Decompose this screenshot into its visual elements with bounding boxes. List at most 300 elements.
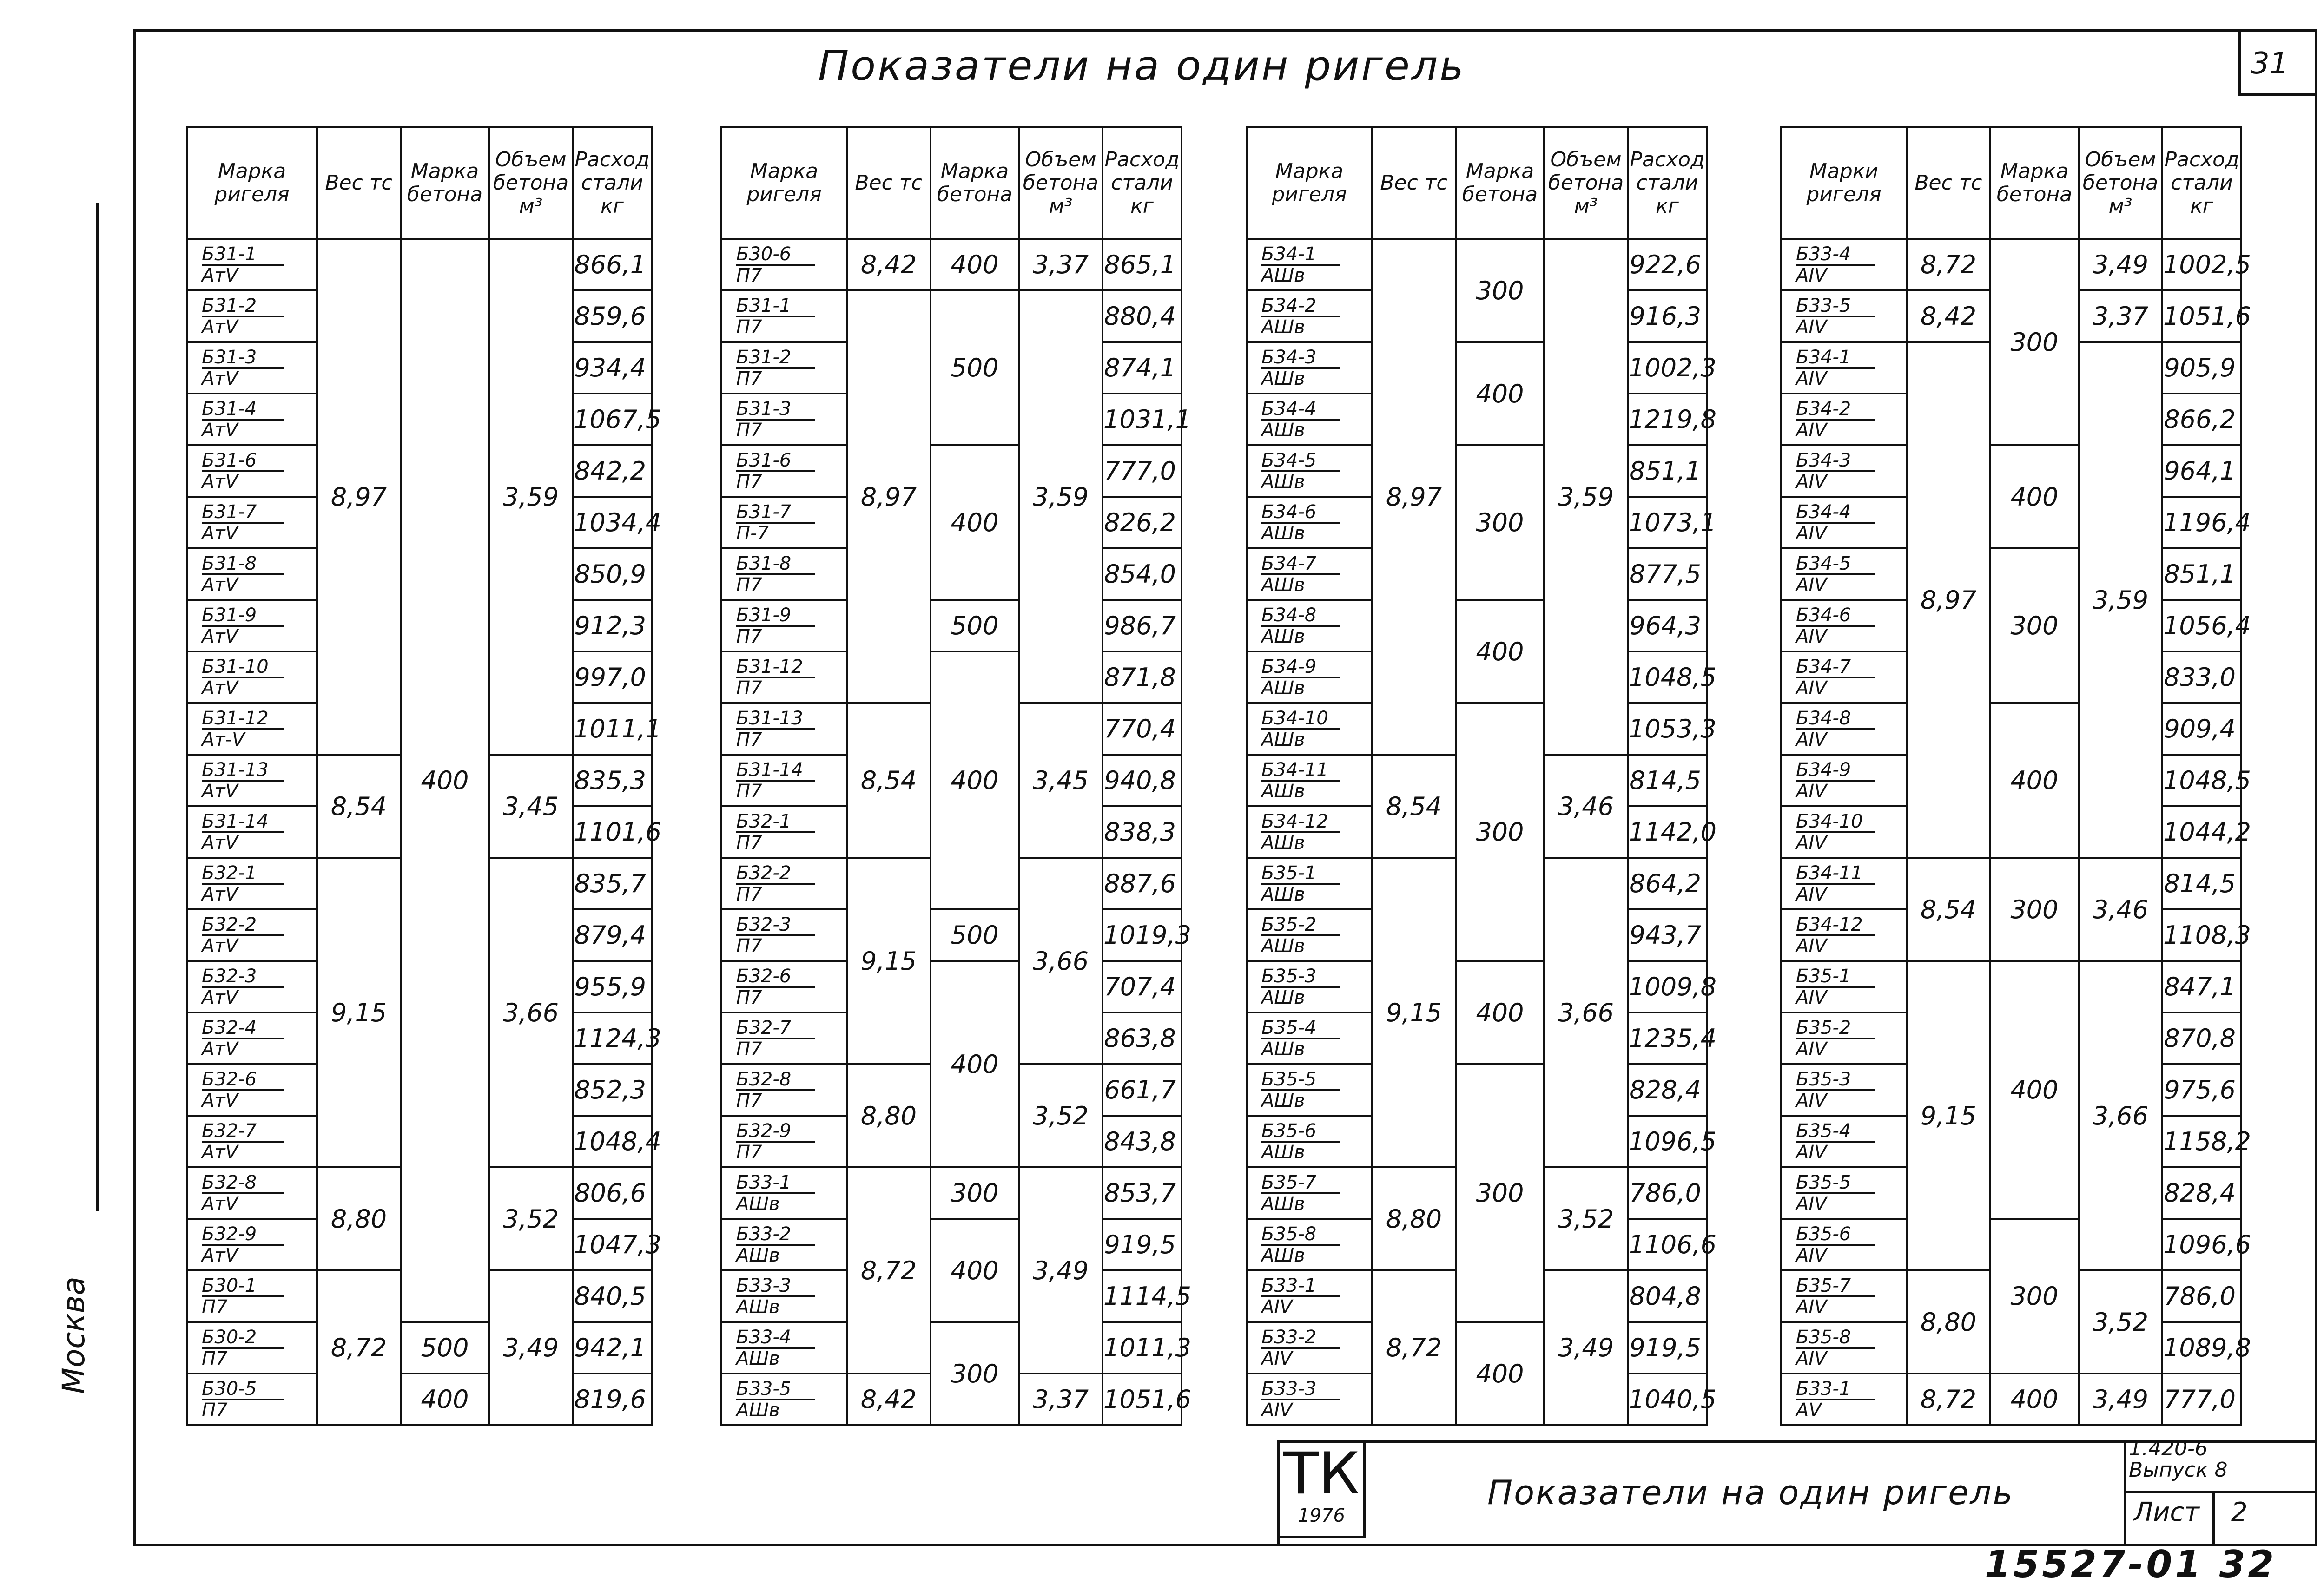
- concrete-grade-cell: 400: [1990, 703, 2079, 858]
- rigel-mark-cell: [1247, 1167, 1372, 1219]
- volume-cell: 3,52: [1019, 1064, 1103, 1167]
- header-volume: Объем бетона м³: [489, 127, 573, 239]
- weight-cell: 8,80: [847, 1064, 931, 1167]
- reinforcement-class: АIV: [1796, 883, 1827, 905]
- steel-consumption-cell: 1011,1: [573, 703, 652, 755]
- document-number: 15527-01 32: [1985, 1543, 2277, 1586]
- indicator-table-1: [186, 126, 661, 1426]
- rigel-mark-cell: [187, 1012, 317, 1064]
- rigel-mark-cell: [1247, 394, 1372, 445]
- rigel-mark: Б34-10: [1796, 812, 1875, 833]
- rigel-mark: Б31-12: [736, 657, 815, 678]
- steel-consumption-cell: 1108,3: [2162, 909, 2241, 961]
- reinforcement-class: П7: [736, 264, 762, 286]
- header-steel: Расход стали кг: [1103, 127, 1182, 239]
- steel-consumption-cell: 847,1: [2162, 961, 2241, 1012]
- steel-consumption-cell: 1196,4: [2162, 497, 2241, 548]
- rigel-mark-cell: [1781, 1374, 1907, 1425]
- rigel-mark-cell: [187, 394, 317, 445]
- rigel-mark-cell: [187, 1374, 317, 1425]
- reinforcement-class: П7: [736, 780, 762, 802]
- rigel-mark: Б31-2: [736, 348, 815, 369]
- rigel-mark: Б34-8: [1261, 605, 1340, 627]
- weight-cell: 8,97: [1907, 342, 1990, 858]
- reinforcement-class: АШв: [736, 1348, 780, 1369]
- table-row: [187, 1322, 652, 1374]
- concrete-grade-cell: 300: [1456, 239, 1544, 342]
- rigel-mark-cell: [187, 1219, 317, 1270]
- volume-cell: 3,66: [2079, 961, 2162, 1270]
- reinforcement-class: АIV: [1796, 264, 1827, 286]
- steel-consumption-cell: 1142,0: [1628, 806, 1707, 858]
- steel-consumption-cell: 828,4: [2162, 1167, 2241, 1219]
- reinforcement-class: АIV: [1796, 522, 1827, 544]
- rigel-mark: Б32-2: [736, 863, 815, 885]
- concrete-grade-cell: 400: [1456, 600, 1544, 703]
- rigel-mark-cell: [1247, 755, 1372, 806]
- reinforcement-class: АIV: [1796, 832, 1827, 854]
- steel-consumption-cell: 905,9: [2162, 342, 2241, 394]
- rigel-mark-cell: [1781, 1012, 1907, 1064]
- rigel-mark: Б35-5: [1796, 1173, 1875, 1194]
- rigel-mark: Б30-1: [202, 1276, 284, 1297]
- rigel-mark: Б32-6: [736, 966, 815, 988]
- steel-consumption-cell: 814,5: [2162, 858, 2241, 909]
- rigel-mark: Б31-8: [202, 554, 284, 575]
- table-row: [1781, 548, 2241, 600]
- rigel-mark-cell: [721, 342, 847, 394]
- rigel-mark: Б34-2: [1796, 399, 1875, 421]
- rigel-mark: Б34-12: [1261, 812, 1340, 833]
- reinforcement-class: П7: [736, 935, 762, 957]
- volume-cell: 3,49: [1019, 1167, 1103, 1374]
- page-number: 31: [2251, 46, 2289, 81]
- steel-consumption-cell: 814,5: [1628, 755, 1707, 806]
- rigel-mark-cell: [1781, 858, 1907, 909]
- rigel-mark-cell: [1781, 1064, 1907, 1116]
- rigel-mark: Б32-8: [202, 1173, 284, 1194]
- concrete-grade-cell: 400: [931, 239, 1019, 290]
- steel-consumption-cell: 909,4: [2162, 703, 2241, 755]
- rigel-mark-cell: [1247, 1116, 1372, 1167]
- reinforcement-class: П7: [736, 574, 762, 596]
- rigel-mark: Б31-10: [202, 657, 284, 678]
- rigel-mark: Б34-9: [1261, 657, 1340, 678]
- table-row: [721, 651, 1182, 703]
- rigel-mark-cell: [187, 651, 317, 703]
- reinforcement-class: АтV: [202, 471, 238, 493]
- reinforcement-class: АтV: [202, 883, 238, 905]
- weight-cell: 8,54: [317, 755, 401, 858]
- reinforcement-class: АШв: [1261, 625, 1305, 647]
- volume-cell: 3,66: [1544, 858, 1628, 1167]
- rigel-mark: Б35-3: [1796, 1070, 1875, 1091]
- table-row: [1781, 1374, 2241, 1425]
- steel-consumption-cell: 964,3: [1628, 600, 1707, 651]
- header-weight: Вес тс: [847, 127, 931, 239]
- table-row: [1781, 858, 2241, 909]
- page-title: Показатели на один ригель: [818, 42, 1466, 90]
- rigel-mark-cell: [1781, 909, 1907, 961]
- reinforcement-class: АIV: [1796, 368, 1827, 389]
- steel-consumption-cell: 864,2: [1628, 858, 1707, 909]
- rigel-mark: Б32-8: [736, 1070, 815, 1091]
- rigel-mark: Б33-3: [1261, 1379, 1340, 1400]
- concrete-grade-cell: 400: [1456, 961, 1544, 1064]
- rigel-mark: Б35-4: [1796, 1121, 1875, 1143]
- reinforcement-class: АтV: [202, 935, 238, 957]
- rigel-mark-cell: [721, 290, 847, 342]
- header-mark: Марки ригеля: [1781, 127, 1907, 239]
- rigel-mark-cell: [721, 651, 847, 703]
- volume-cell: 3,46: [2079, 858, 2162, 961]
- rigel-mark: Б34-5: [1261, 451, 1340, 472]
- steel-consumption-cell: 707,4: [1103, 961, 1182, 1012]
- rigel-mark: Б35-6: [1796, 1224, 1875, 1246]
- rigel-mark: Б32-4: [202, 1018, 284, 1039]
- concrete-grade-cell: 400: [1990, 445, 2079, 548]
- rigel-mark: Б33-1: [736, 1173, 815, 1194]
- steel-consumption-cell: 1051,6: [2162, 290, 2241, 342]
- weight-cell: 8,42: [847, 239, 931, 290]
- concrete-grade-cell: 300: [931, 1322, 1019, 1425]
- reinforcement-class: АШв: [736, 1399, 780, 1421]
- steel-consumption-cell: 835,3: [573, 755, 652, 806]
- reinforcement-class: АтV: [202, 780, 238, 802]
- rigel-mark: Б34-7: [1261, 554, 1340, 575]
- rigel-mark-cell: [721, 1167, 847, 1219]
- reinforcement-class: АIV: [1796, 471, 1827, 493]
- reinforcement-class: АШв: [1261, 1141, 1305, 1163]
- steel-consumption-cell: 854,0: [1103, 548, 1182, 600]
- rigel-mark: Б32-1: [202, 863, 284, 885]
- rigel-mark: Б31-13: [736, 709, 815, 730]
- rigel-mark: Б34-5: [1796, 554, 1875, 575]
- steel-consumption-cell: 819,6: [573, 1374, 652, 1425]
- reinforcement-class: АШв: [1261, 677, 1305, 699]
- steel-consumption-cell: 1073,1: [1628, 497, 1707, 548]
- steel-consumption-cell: 1158,2: [2162, 1116, 2241, 1167]
- concrete-grade-cell: 300: [1456, 445, 1544, 600]
- concrete-grade-cell: 400: [1456, 342, 1544, 445]
- header-weight: Вес тс: [1372, 127, 1456, 239]
- concrete-grade-cell: 400: [401, 1374, 489, 1425]
- steel-consumption-cell: 842,2: [573, 445, 652, 497]
- steel-consumption-cell: 806,6: [573, 1167, 652, 1219]
- rigel-mark-cell: [187, 703, 317, 755]
- steel-consumption-cell: 786,0: [2162, 1270, 2241, 1322]
- table-row: [1247, 1322, 1707, 1374]
- concrete-grade-cell: 500: [931, 290, 1019, 445]
- steel-consumption-cell: 853,7: [1103, 1167, 1182, 1219]
- table-row: [1781, 445, 2241, 497]
- indicator-table-4: [1780, 126, 2251, 1426]
- rigel-mark: Б35-3: [1261, 966, 1340, 988]
- steel-consumption-cell: 919,5: [1103, 1219, 1182, 1270]
- concrete-grade-cell: 300: [1990, 1219, 2079, 1374]
- volume-cell: 3,52: [1544, 1167, 1628, 1270]
- concrete-grade-cell: 300: [1990, 858, 2079, 961]
- reinforcement-class: АтV: [202, 986, 238, 1008]
- table-row: [187, 239, 652, 290]
- rigel-mark: Б35-2: [1261, 915, 1340, 936]
- rigel-mark-cell: [187, 755, 317, 806]
- sheet-label: Лист: [2133, 1497, 2199, 1527]
- steel-consumption-cell: 880,4: [1103, 290, 1182, 342]
- rigel-mark: Б31-7: [202, 502, 284, 524]
- concrete-grade-cell: 300: [931, 1167, 1019, 1219]
- rigel-mark-cell: [721, 1012, 847, 1064]
- reinforcement-class: АШв: [1261, 522, 1305, 544]
- weight-cell: 8,97: [1372, 239, 1456, 755]
- steel-consumption-cell: 1044,2: [2162, 806, 2241, 858]
- volume-cell: 3,37: [1019, 239, 1103, 290]
- table-row: [721, 1219, 1182, 1270]
- rigel-mark: Б35-6: [1261, 1121, 1340, 1143]
- steel-consumption-cell: 865,1: [1103, 239, 1182, 290]
- stamp-title: Показатели на один ригель: [1487, 1473, 2014, 1512]
- steel-consumption-cell: 877,5: [1628, 548, 1707, 600]
- steel-consumption-cell: 826,2: [1103, 497, 1182, 548]
- header-concrete: Марка бетона: [1990, 127, 2079, 239]
- reinforcement-class: АШв: [1261, 574, 1305, 596]
- volume-cell: 3,45: [1019, 703, 1103, 858]
- volume-cell: 3,59: [489, 239, 573, 755]
- table-row: [1247, 445, 1707, 497]
- reinforcement-class: АIV: [1796, 1038, 1827, 1060]
- table-row: [721, 909, 1182, 961]
- steel-consumption-cell: 770,4: [1103, 703, 1182, 755]
- rigel-mark: Б31-14: [202, 812, 284, 833]
- rigel-mark-cell: [721, 1270, 847, 1322]
- volume-cell: 3,52: [2079, 1270, 2162, 1374]
- rigel-mark-cell: [1781, 1167, 1907, 1219]
- rigel-mark: Б34-7: [1796, 657, 1875, 678]
- rigel-mark-cell: [1247, 548, 1372, 600]
- rigel-mark-cell: [187, 1322, 317, 1374]
- rigel-mark: Б32-7: [736, 1018, 815, 1039]
- table-row: [1247, 703, 1707, 755]
- rigel-mark-cell: [1781, 239, 1907, 290]
- stamp-year: 1976: [1298, 1505, 1345, 1526]
- rigel-mark-cell: [1247, 1064, 1372, 1116]
- table-row: [721, 445, 1182, 497]
- steel-consumption-cell: 1031,1: [1103, 394, 1182, 445]
- steel-consumption-cell: 887,6: [1103, 858, 1182, 909]
- volume-cell: 3,59: [1019, 290, 1103, 703]
- table-row: [187, 1374, 652, 1425]
- table-row: [1247, 1064, 1707, 1116]
- rigel-mark: Б34-4: [1261, 399, 1340, 421]
- rigel-mark: Б33-1: [1261, 1276, 1340, 1297]
- side-label: Москва: [56, 1276, 92, 1394]
- rigel-mark-cell: [187, 1270, 317, 1322]
- rigel-mark: Б31-1: [736, 296, 815, 317]
- steel-consumption-cell: 1011,3: [1103, 1322, 1182, 1374]
- reinforcement-class: АтV: [202, 316, 238, 338]
- rigel-mark: Б32-6: [202, 1070, 284, 1091]
- weight-cell: 8,72: [317, 1270, 401, 1425]
- header-concrete: Марка бетона: [401, 127, 489, 239]
- reinforcement-class: АтV: [202, 832, 238, 854]
- rigel-mark: Б32-3: [202, 966, 284, 988]
- rigel-mark-cell: [1247, 290, 1372, 342]
- series-line-2: Выпуск 8: [2129, 1458, 2228, 1482]
- rigel-mark: Б31-12: [202, 709, 284, 730]
- rigel-mark: Б33-2: [1261, 1328, 1340, 1349]
- steel-consumption-cell: 1053,3: [1628, 703, 1707, 755]
- rigel-mark-cell: [1247, 600, 1372, 651]
- reinforcement-class: АIV: [1796, 1141, 1827, 1163]
- rigel-mark-cell: [1247, 1270, 1372, 1322]
- rigel-mark: Б33-4: [736, 1328, 815, 1349]
- rigel-mark: Б31-2: [202, 296, 284, 317]
- steel-consumption-cell: 942,1: [573, 1322, 652, 1374]
- volume-cell: 3,45: [489, 755, 573, 858]
- concrete-grade-cell: 400: [1456, 1322, 1544, 1425]
- reinforcement-class: АШв: [736, 1193, 780, 1215]
- steel-consumption-cell: 852,3: [573, 1064, 652, 1116]
- steel-consumption-cell: 835,7: [573, 858, 652, 909]
- steel-consumption-cell: 1101,6: [573, 806, 652, 858]
- header-mark: Марка ригеля: [721, 127, 847, 239]
- rigel-mark-cell: [187, 445, 317, 497]
- reinforcement-class: АтV: [202, 419, 238, 441]
- rigel-mark-cell: [187, 1064, 317, 1116]
- concrete-grade-cell: 300: [1456, 1064, 1544, 1322]
- reinforcement-class: П7: [736, 316, 762, 338]
- rigel-mark-cell: [1781, 1270, 1907, 1322]
- volume-cell: 3,59: [1544, 239, 1628, 755]
- rigel-mark-cell: [721, 909, 847, 961]
- rigel-mark-cell: [721, 445, 847, 497]
- volume-cell: 3,66: [489, 858, 573, 1167]
- steel-consumption-cell: 871,8: [1103, 651, 1182, 703]
- steel-consumption-cell: 879,4: [573, 909, 652, 961]
- steel-consumption-cell: 804,8: [1628, 1270, 1707, 1322]
- rigel-mark: Б33-1: [1796, 1379, 1875, 1400]
- rigel-mark: Б34-6: [1796, 605, 1875, 627]
- rigel-mark: Б32-3: [736, 915, 815, 936]
- header-volume: Объем бетона м³: [1019, 127, 1103, 239]
- header-steel: Расход стали кг: [1628, 127, 1707, 239]
- reinforcement-class: АтV: [202, 522, 238, 544]
- rigel-mark: Б31-7: [736, 502, 815, 524]
- reinforcement-class: АШв: [1261, 1193, 1305, 1215]
- rigel-mark: Б34-12: [1796, 915, 1875, 936]
- rigel-mark-cell: [187, 961, 317, 1012]
- rigel-mark-cell: [721, 394, 847, 445]
- rigel-mark: Б31-9: [202, 605, 284, 627]
- steel-consumption-cell: 833,0: [2162, 651, 2241, 703]
- reinforcement-class: АIV: [1796, 780, 1827, 802]
- concrete-grade-cell: 400: [1990, 961, 2079, 1219]
- reinforcement-class: АШв: [1261, 729, 1305, 750]
- rigel-mark-cell: [1247, 1012, 1372, 1064]
- rigel-mark-cell: [1247, 445, 1372, 497]
- rigel-mark: Б34-10: [1261, 709, 1340, 730]
- reinforcement-class: АIV: [1796, 574, 1827, 596]
- steel-consumption-cell: 1002,3: [1628, 342, 1707, 394]
- rigel-mark: Б31-9: [736, 605, 815, 627]
- reinforcement-class: АIV: [1796, 316, 1827, 338]
- rigel-mark: Б31-13: [202, 760, 284, 782]
- rigel-mark: Б34-2: [1261, 296, 1340, 317]
- title-block-sheet-divider: [2212, 1491, 2217, 1546]
- weight-cell: 8,80: [317, 1167, 401, 1270]
- rigel-mark-cell: [721, 1219, 847, 1270]
- rigel-mark: Б35-4: [1261, 1018, 1340, 1039]
- weight-cell: 8,54: [1907, 858, 1990, 961]
- steel-consumption-cell: 1009,8: [1628, 961, 1707, 1012]
- steel-consumption-cell: 1124,3: [573, 1012, 652, 1064]
- steel-consumption-cell: 1051,6: [1103, 1374, 1182, 1425]
- reinforcement-class: П7: [736, 471, 762, 493]
- header-concrete: Марка бетона: [1456, 127, 1544, 239]
- reinforcement-class: АШв: [1261, 316, 1305, 338]
- steel-consumption-cell: 919,5: [1628, 1322, 1707, 1374]
- steel-consumption-cell: 940,8: [1103, 755, 1182, 806]
- rigel-mark-cell: [1781, 497, 1907, 548]
- steel-consumption-cell: 1048,5: [2162, 755, 2241, 806]
- header-concrete: Марка бетона: [931, 127, 1019, 239]
- reinforcement-class: АтV: [202, 264, 238, 286]
- concrete-grade-cell: 400: [931, 961, 1019, 1167]
- reinforcement-class: АШв: [1261, 1038, 1305, 1060]
- reinforcement-class: АтV: [202, 1038, 238, 1060]
- concrete-grade-cell: 400: [931, 651, 1019, 909]
- steel-consumption-cell: 777,0: [1103, 445, 1182, 497]
- header-steel: Расход стали кг: [2162, 127, 2241, 239]
- steel-consumption-cell: 1019,3: [1103, 909, 1182, 961]
- weight-cell: 8,97: [317, 239, 401, 755]
- reinforcement-class: Ат-V: [202, 729, 245, 750]
- steel-consumption-cell: 922,6: [1628, 239, 1707, 290]
- reinforcement-class: АтV: [202, 1090, 238, 1111]
- rigel-mark-cell: [1781, 394, 1907, 445]
- weight-cell: 8,54: [1372, 755, 1456, 858]
- reinforcement-class: АШв: [1261, 935, 1305, 957]
- rigel-mark-cell: [721, 239, 847, 290]
- header-volume: Объем бетона м³: [1544, 127, 1628, 239]
- steel-consumption-cell: 1096,6: [2162, 1219, 2241, 1270]
- rigel-mark: Б35-7: [1261, 1173, 1340, 1194]
- rigel-mark-cell: [1247, 239, 1372, 290]
- rigel-mark-cell: [187, 239, 317, 290]
- rigel-mark-cell: [1247, 961, 1372, 1012]
- rigel-mark-cell: [187, 806, 317, 858]
- reinforcement-class: АШв: [1261, 780, 1305, 802]
- weight-cell: 8,42: [1907, 290, 1990, 342]
- steel-consumption-cell: 777,0: [2162, 1374, 2241, 1425]
- table-row: [1781, 1219, 2241, 1270]
- steel-consumption-cell: 851,1: [2162, 548, 2241, 600]
- rigel-mark: Б34-11: [1796, 863, 1875, 885]
- reinforcement-class: АтV: [202, 1193, 238, 1215]
- concrete-grade-cell: 400: [931, 1219, 1019, 1322]
- reinforcement-class: АШв: [1261, 419, 1305, 441]
- rigel-mark: Б35-1: [1261, 863, 1340, 885]
- rigel-mark-cell: [1781, 445, 1907, 497]
- volume-cell: 3,49: [489, 1270, 573, 1425]
- rigel-mark: Б34-1: [1796, 348, 1875, 369]
- reinforcement-class: АIV: [1796, 986, 1827, 1008]
- steel-consumption-cell: 866,2: [2162, 394, 2241, 445]
- reinforcement-class: АIV: [1796, 1090, 1827, 1111]
- steel-consumption-cell: 859,6: [573, 290, 652, 342]
- volume-cell: 3,46: [1544, 755, 1628, 858]
- reinforcement-class: П7: [202, 1399, 228, 1421]
